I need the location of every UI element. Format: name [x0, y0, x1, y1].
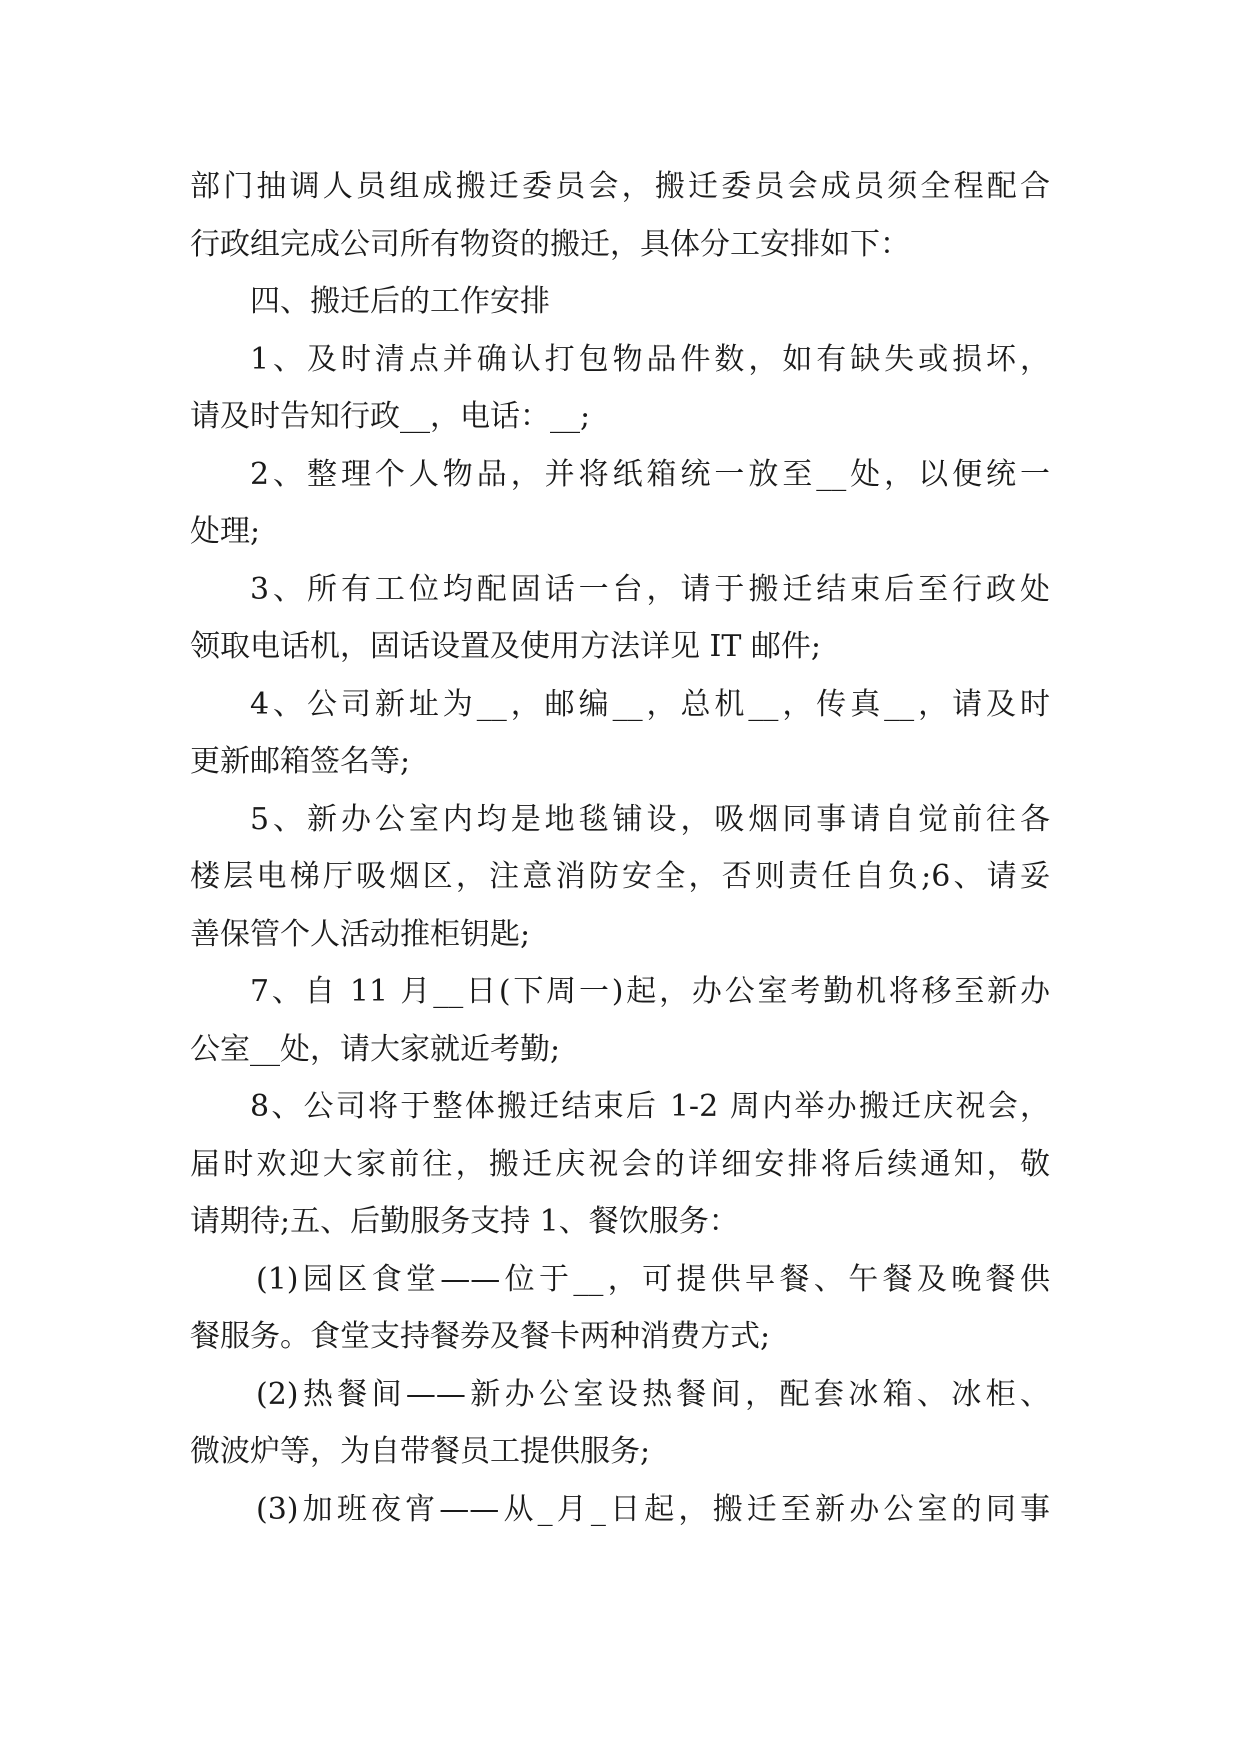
- document-body: [190, 158, 1050, 1538]
- text-line: 公室__处，请大家就近考勤;: [190, 1031, 561, 1067]
- text-line: 届时欢迎大家前往，搬迁庆祝会的详细安排将后续通知，敬: [190, 1146, 1050, 1182]
- sub-item-text: (3)加班夜宵——从_月_日起，搬迁至新办公室的同事: [256, 1491, 1050, 1527]
- text-line: 处理;: [190, 514, 261, 549]
- list-item-text: 1、及时清点并确认打包物品件数，如有缺失或损坏，: [250, 341, 1050, 377]
- text-line: 部门抽调人员组成搬迁委员会，搬迁委员会成员须全程配合: [190, 169, 1050, 204]
- list-item-text: 7、自 11 月__日(下周一)起，办公室考勤机将移至新办: [250, 974, 1050, 1009]
- sub-item-text: (1)园区食堂——位于__，可提供早餐、午餐及晚餐供: [256, 1261, 1050, 1297]
- text-line: 领取电话机，固话设置及使用方法详见 IT 邮件;: [190, 629, 822, 664]
- text-line: 请期待;五、后勤服务支持 1、餐饮服务：: [190, 1204, 739, 1239]
- text-line: 更新邮箱签名等;: [190, 744, 411, 779]
- text-line: 请及时告知行政__，电话：__;: [190, 399, 591, 434]
- text-line: 行政组完成公司所有物资的搬迁，具体分工安排如下：: [190, 226, 910, 262]
- list-item-text: 3、所有工位均配固话一台，请于搬迁结束后至行政处: [250, 571, 1050, 607]
- section-heading: 四、搬迁后的工作安排: [250, 284, 550, 319]
- list-item-text: 5、新办公室内均是地毯铺设，吸烟同事请自觉前往各: [250, 801, 1050, 837]
- list-item-text: 2、整理个人物品，并将纸箱统一放至__处，以便统一: [250, 456, 1050, 492]
- text-line: 善保管个人活动推柜钥匙;: [190, 916, 531, 952]
- list-item-text: 4、公司新址为__，邮编__，总机__，传真__，请及时: [250, 686, 1050, 722]
- text-line: 餐服务。食堂支持餐券及餐卡两种消费方式;: [190, 1319, 771, 1354]
- text-line: 微波炉等，为自带餐员工提供服务;: [190, 1434, 651, 1469]
- text-line: 楼层电梯厅吸烟区，注意消防安全，否则责任自负;6、请妥: [190, 859, 1050, 894]
- list-item-text: 8、公司将于整体搬迁结束后 1-2 周内举办搬迁庆祝会，: [250, 1089, 1050, 1124]
- sub-item-text: (2)热餐间——新办公室设热餐间，配套冰箱、冰柜、: [256, 1376, 1050, 1412]
